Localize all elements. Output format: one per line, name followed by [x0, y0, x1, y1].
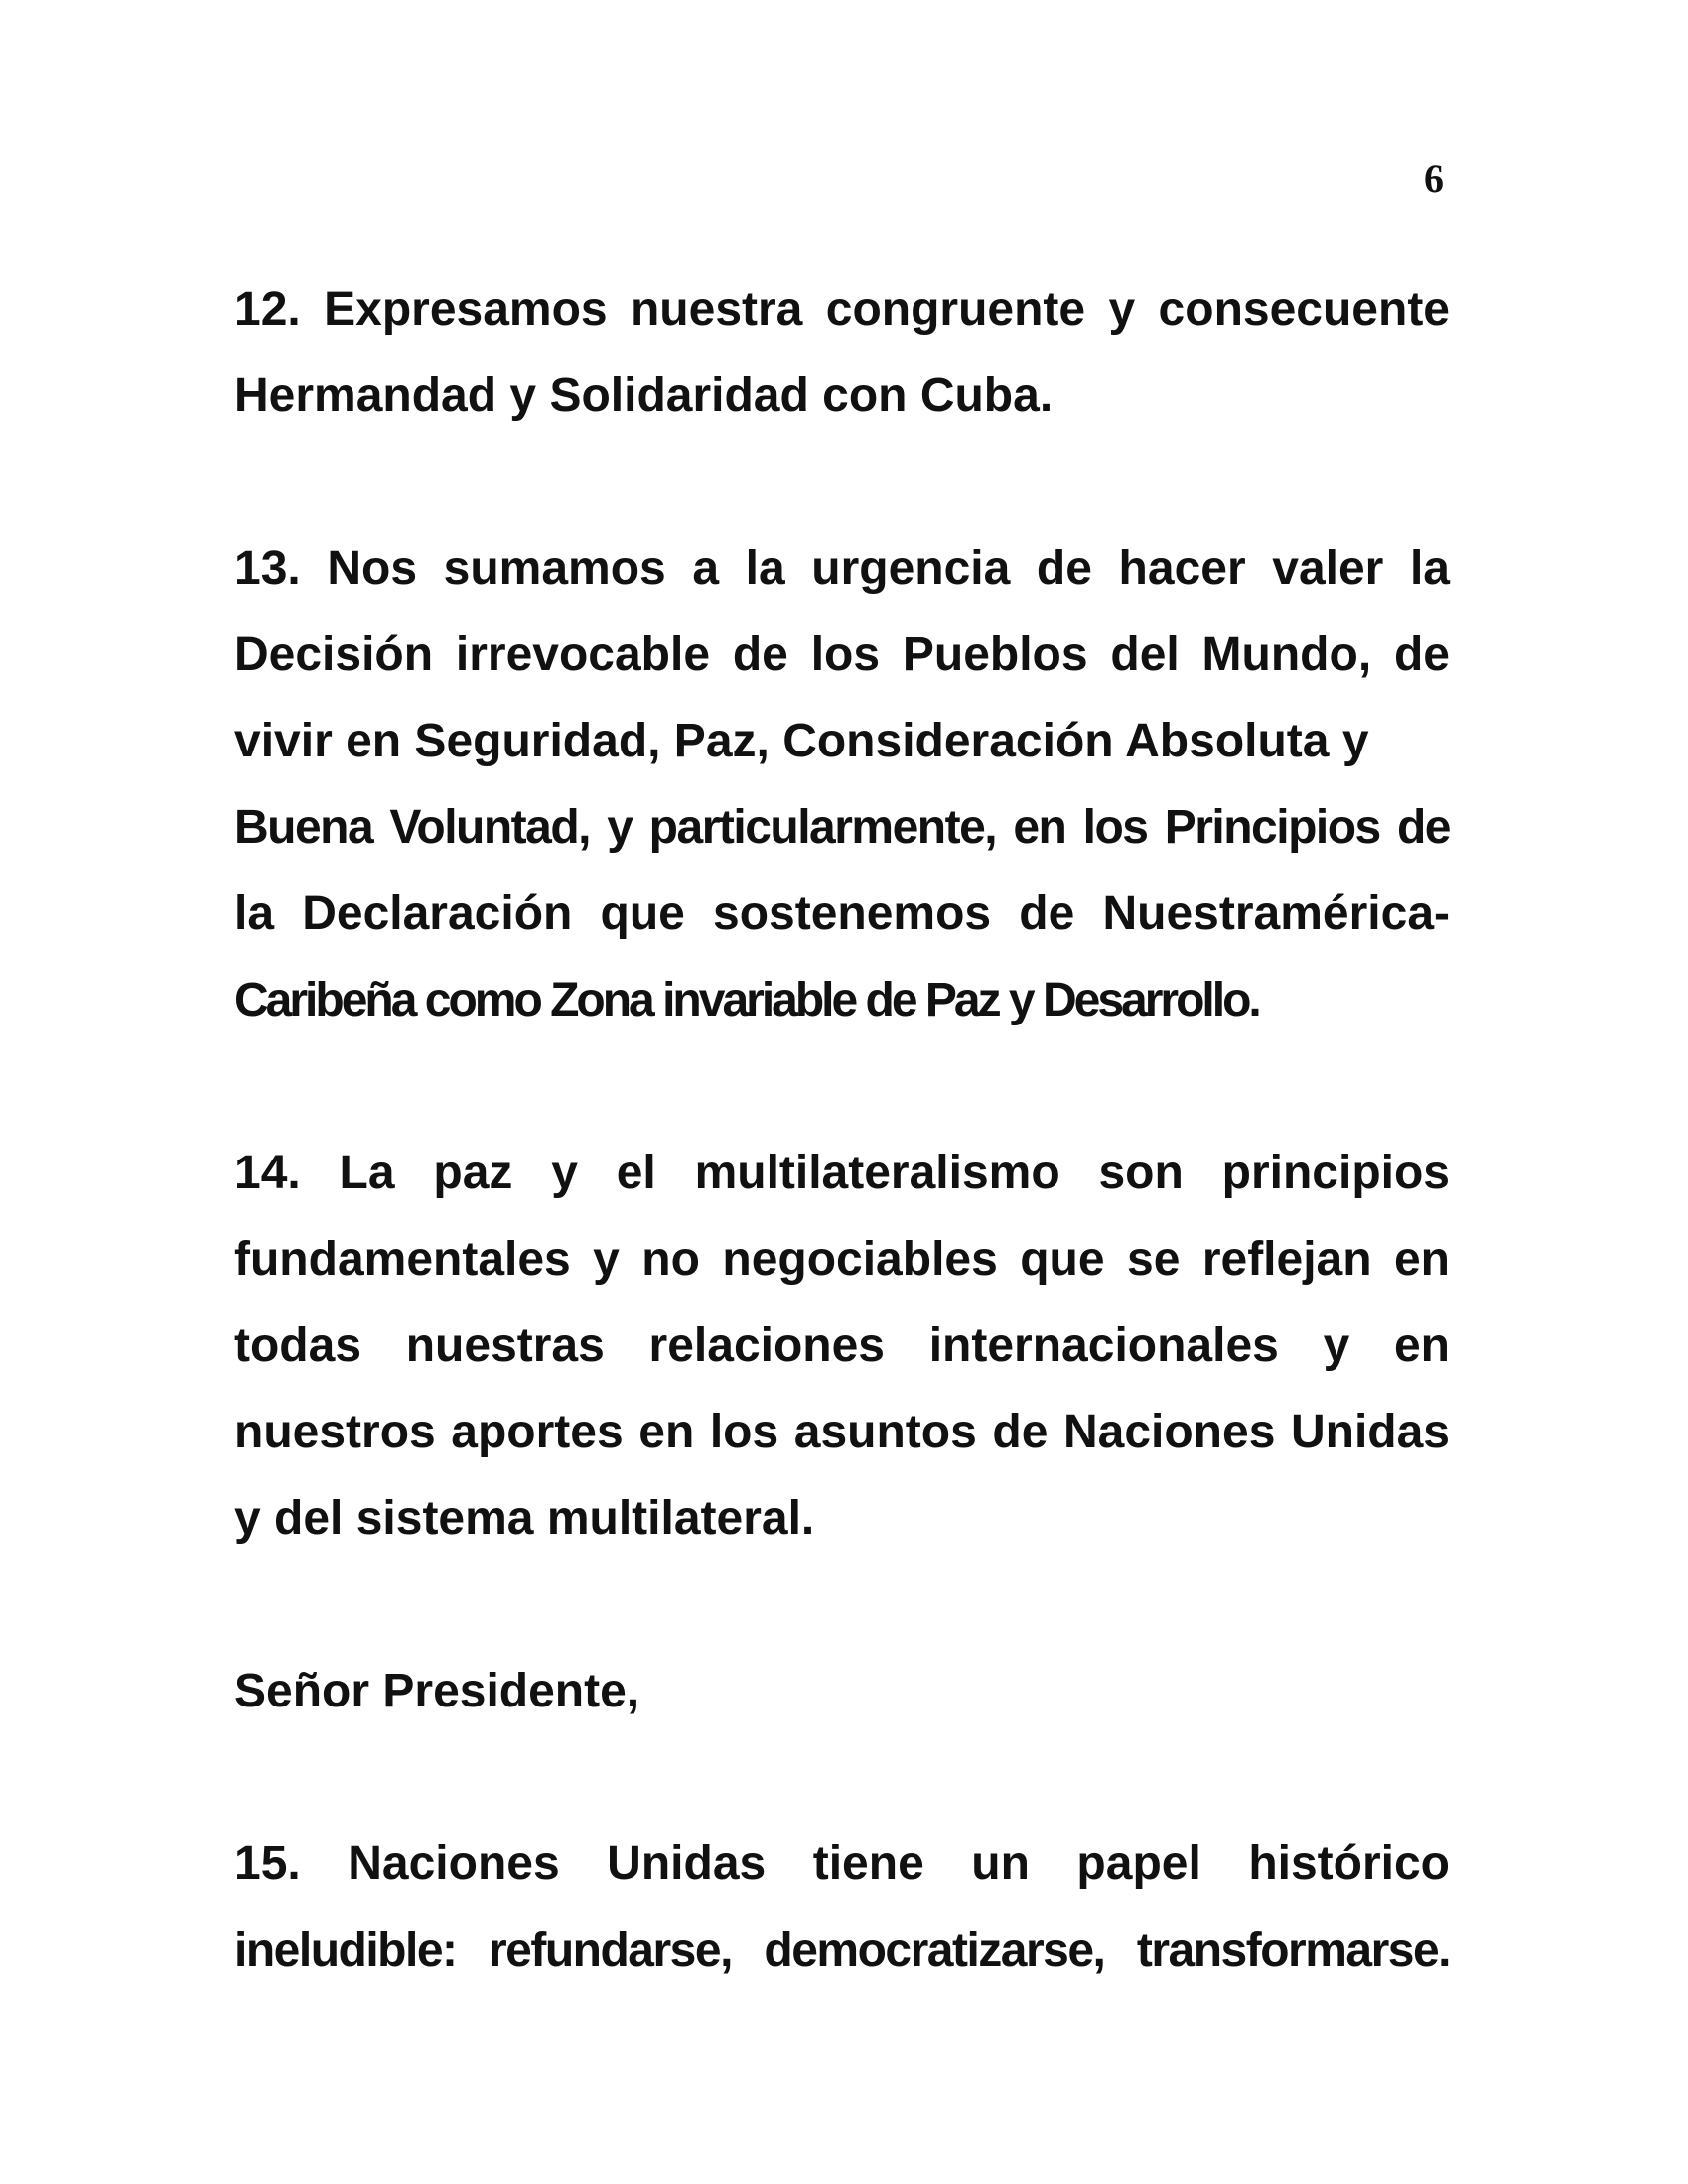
- paragraph-13-line-caribena: Caribeña como Zona invariable de Paz y Desarrollo.: [234, 974, 1259, 1026]
- paragraph-12: 12. Expresamos nuestra congruente y consecuente Hermandad y Solidaridad con Cuba.: [234, 283, 1450, 422]
- paragraph-13-line-buena-voluntad: Buena Voluntad, y particularmente, en los Principios de: [234, 801, 1450, 854]
- salutation: Señor Presidente,: [234, 1665, 640, 1717]
- paragraph-14: 14. La paz y el multilateralismo son principios fundamentales y no negociables que se reflejan en todas nuestras relaciones internacionales y en nuestros aportes en los asuntos de Naciones Unidas y del sistema multilateral.: [234, 1147, 1450, 1545]
- paragraph-13-line-declaracion: la Declaración que sostenemos de Nuestramérica-: [234, 887, 1450, 940]
- page-number: 6: [1424, 156, 1444, 201]
- paragraph-15-text: 15. Naciones Unidas tiene un papel histórico: [234, 1838, 1450, 1890]
- paragraph-15-line-ineludible: ineludible: refundarse, democratizarse, transformarse.: [234, 1924, 1450, 1977]
- paragraph-13: [234, 525, 1450, 1043]
- paragraph-13-text: 13. Nos sumamos a la urgencia de hacer valer la Decisión irrevocable de los Pueblos del Mundo, de vivir en Seguridad, Paz, Consideración Absoluta y: [234, 542, 1450, 767]
- paragraph-15: [234, 1821, 1450, 1993]
- document-body: [234, 266, 1450, 1993]
